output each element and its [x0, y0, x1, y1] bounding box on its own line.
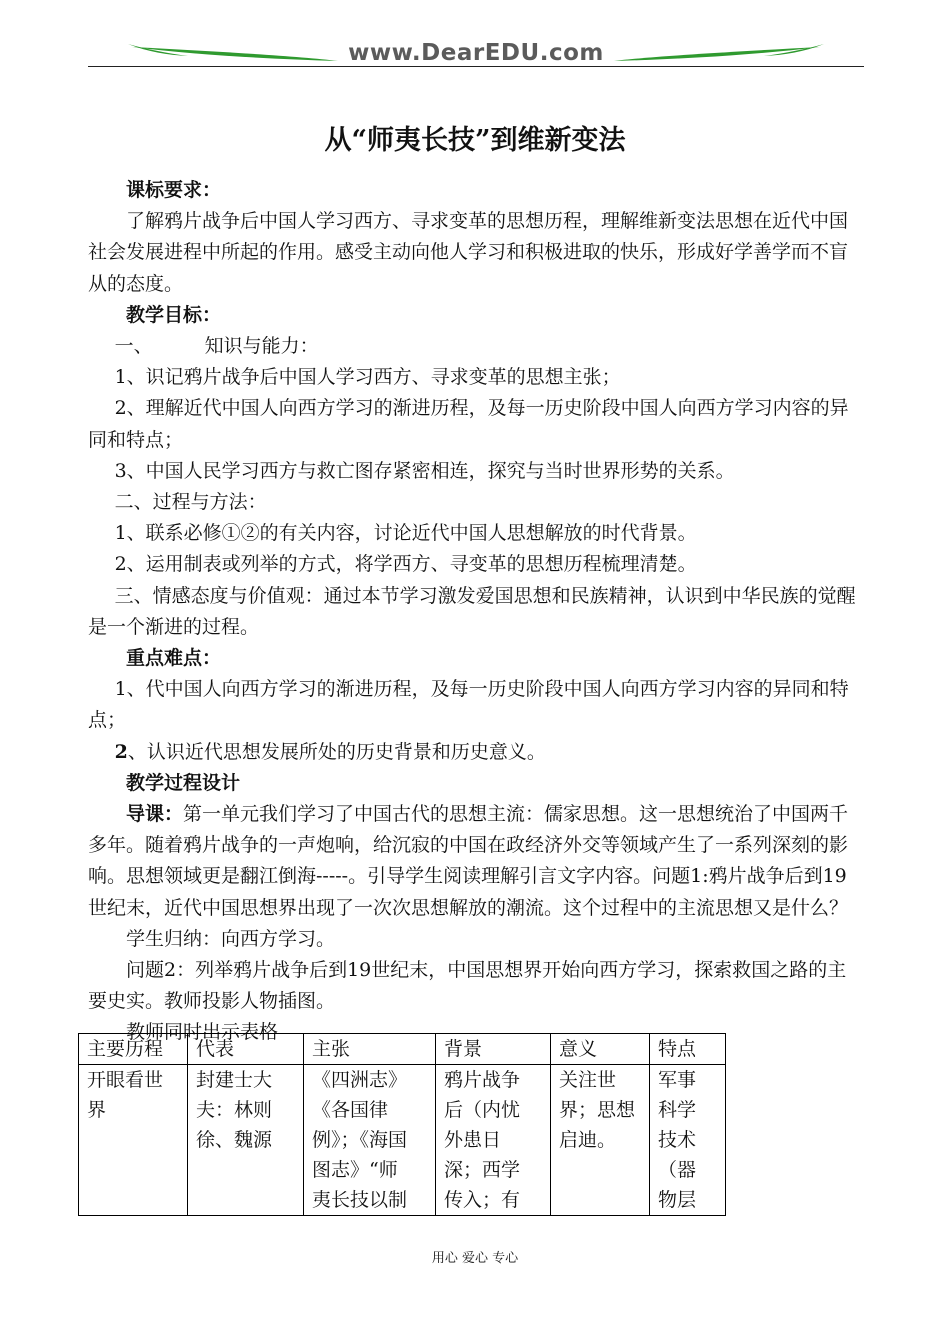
- table-cell: [436, 1065, 551, 1216]
- cell-line: 《四洲志》: [312, 1069, 408, 1091]
- cell-line: 界: [87, 1099, 107, 1121]
- key-point-2-text: 、认识近代思想发展所处的历史背景和历史意义。: [127, 740, 546, 763]
- daoke-label: 导课：: [126, 803, 184, 826]
- student-summary: 学生归纳：向西方学习。: [126, 927, 336, 950]
- table-header-cell: 主张: [304, 1034, 436, 1065]
- objective-2-item-2: 2、运用制表或列举的方式，将学西方、寻变革的思想历程梳理清楚。: [114, 553, 697, 576]
- cell-line: 传入；有: [444, 1189, 521, 1211]
- cell-line: 《各国律: [312, 1099, 389, 1121]
- table-cell: [304, 1065, 436, 1216]
- page-title: 从“师夷长技”到维新变法: [324, 125, 626, 156]
- question-2: 问题2：列举鸦片战争后到19世纪末，中国思想界开始向西方学习，探索救国之路的主要史实。教师投影人物插图。: [88, 959, 847, 1013]
- cell-line: 启迪。: [559, 1129, 617, 1151]
- cell-line: 鸦片战争: [444, 1069, 521, 1091]
- objective-1-item-1: 1、识记鸦片战争后中国人学习西方、寻求变革的思想主张；: [114, 366, 621, 389]
- table-cell: [188, 1065, 304, 1216]
- objective-2-item-1: 1、联系必修①②的有关内容，讨论近代中国人思想解放的时代背景。: [114, 522, 697, 545]
- cell-line: 界；思想: [559, 1099, 636, 1121]
- objective-1-number: 一、: [114, 335, 153, 358]
- table-header-cell: 代表: [188, 1034, 304, 1065]
- objective-1-label: 知识与能力：: [204, 335, 319, 358]
- table-header-row: [79, 1034, 726, 1065]
- page-header: [88, 38, 864, 68]
- key-point-2: [88, 737, 864, 768]
- table-header-cell: 特点: [650, 1034, 726, 1065]
- table-header-cell: 意义: [551, 1034, 650, 1065]
- cell-line: 技术: [658, 1129, 697, 1151]
- table-intro: 教师同时出示表格: [126, 1021, 279, 1044]
- objective-3: 三、情感态度与价值观：通过本节学习激发爱国思想和民族精神，认识到中华民族的觉醒是一个渐进的过程。: [88, 584, 856, 638]
- cell-line: 后（内忧: [444, 1099, 521, 1121]
- table-cell: [79, 1065, 188, 1216]
- header-rule: [88, 66, 864, 67]
- objective-1-item-3: 3、中国人民学习西方与救亡图存紧密相连，探究与当时世界形势的关系。: [114, 459, 735, 482]
- mubiao-heading: 教学目标：: [126, 303, 222, 326]
- objective-1-item-2: 2、理解近代中国人向西方学习的渐进历程，及每一历史阶段中国人向西方学习内容的异同和特点；: [88, 397, 849, 451]
- history-table: [78, 1033, 726, 1216]
- cell-line: 物层: [658, 1189, 697, 1211]
- table-header-cell: 主要历程: [79, 1034, 188, 1065]
- cell-line: 例》；《海国: [312, 1129, 408, 1151]
- cell-line: 开眼看世: [87, 1069, 164, 1091]
- cell-line: 外患日: [444, 1129, 502, 1151]
- page-footer: 用心 爱心 专心: [431, 1251, 519, 1266]
- table-header-cell: 背景: [436, 1034, 551, 1065]
- table-cell: [650, 1065, 726, 1216]
- key-point-2-number: 2: [114, 740, 128, 763]
- cell-line: 科学: [658, 1099, 697, 1121]
- table-cell: [551, 1065, 650, 1216]
- header-logo: www.DearEDU.com: [348, 40, 604, 66]
- zhongdian-heading: 重点难点：: [126, 647, 222, 670]
- cell-line: （器: [658, 1159, 697, 1181]
- guocheng-heading: 教学过程设计: [126, 771, 241, 794]
- objective-1-title: [88, 331, 864, 362]
- key-point-1: 1、代中国人向西方学习的渐进历程，及每一历史阶段中国人向西方学习内容的异同和特点；: [88, 678, 849, 732]
- kebiao-heading: 课标要求：: [126, 179, 222, 201]
- document-body: [88, 175, 864, 1049]
- cell-line: 图志》“师: [312, 1159, 398, 1181]
- cell-line: 徐、魏源: [196, 1129, 273, 1151]
- kebiao-text: 了解鸦片战争后中国人学习西方、寻求变革的思想历程，理解维新变法思想在近代中国社会发展进程中所起的作用。感受主动向他人学习和积极进取的快乐，形成好学善学而不盲从的态度。: [88, 210, 849, 295]
- cell-line: 军事: [658, 1069, 697, 1091]
- objective-2-title: 二、过程与方法：: [114, 491, 267, 514]
- daoke-text: 第一单元我们学习了中国古代的思想主流：儒家思想。这一思想统治了中国两千多年。随着鸦片战争的一声炮响，给沉寂的中国在政经济外交等领域产生了一系列深刻的影响。思想领域更是翻江倒海-----。引导学生阅读理解引言文字内容。问题1:鸦片战争后到19世纪末，近代中国思想界出现了一次次思想解放的潮流。这个过程中的主流思想又是什么？: [88, 803, 849, 919]
- cell-line: 关注世: [559, 1069, 617, 1091]
- daoke-paragraph: [88, 799, 864, 924]
- cell-line: 夫：林则: [196, 1099, 273, 1121]
- table-row: [79, 1065, 726, 1216]
- cell-line: 夷长技以制: [312, 1189, 408, 1211]
- cell-line: 封建士大: [196, 1069, 273, 1091]
- cell-line: 深；西学: [444, 1159, 521, 1181]
